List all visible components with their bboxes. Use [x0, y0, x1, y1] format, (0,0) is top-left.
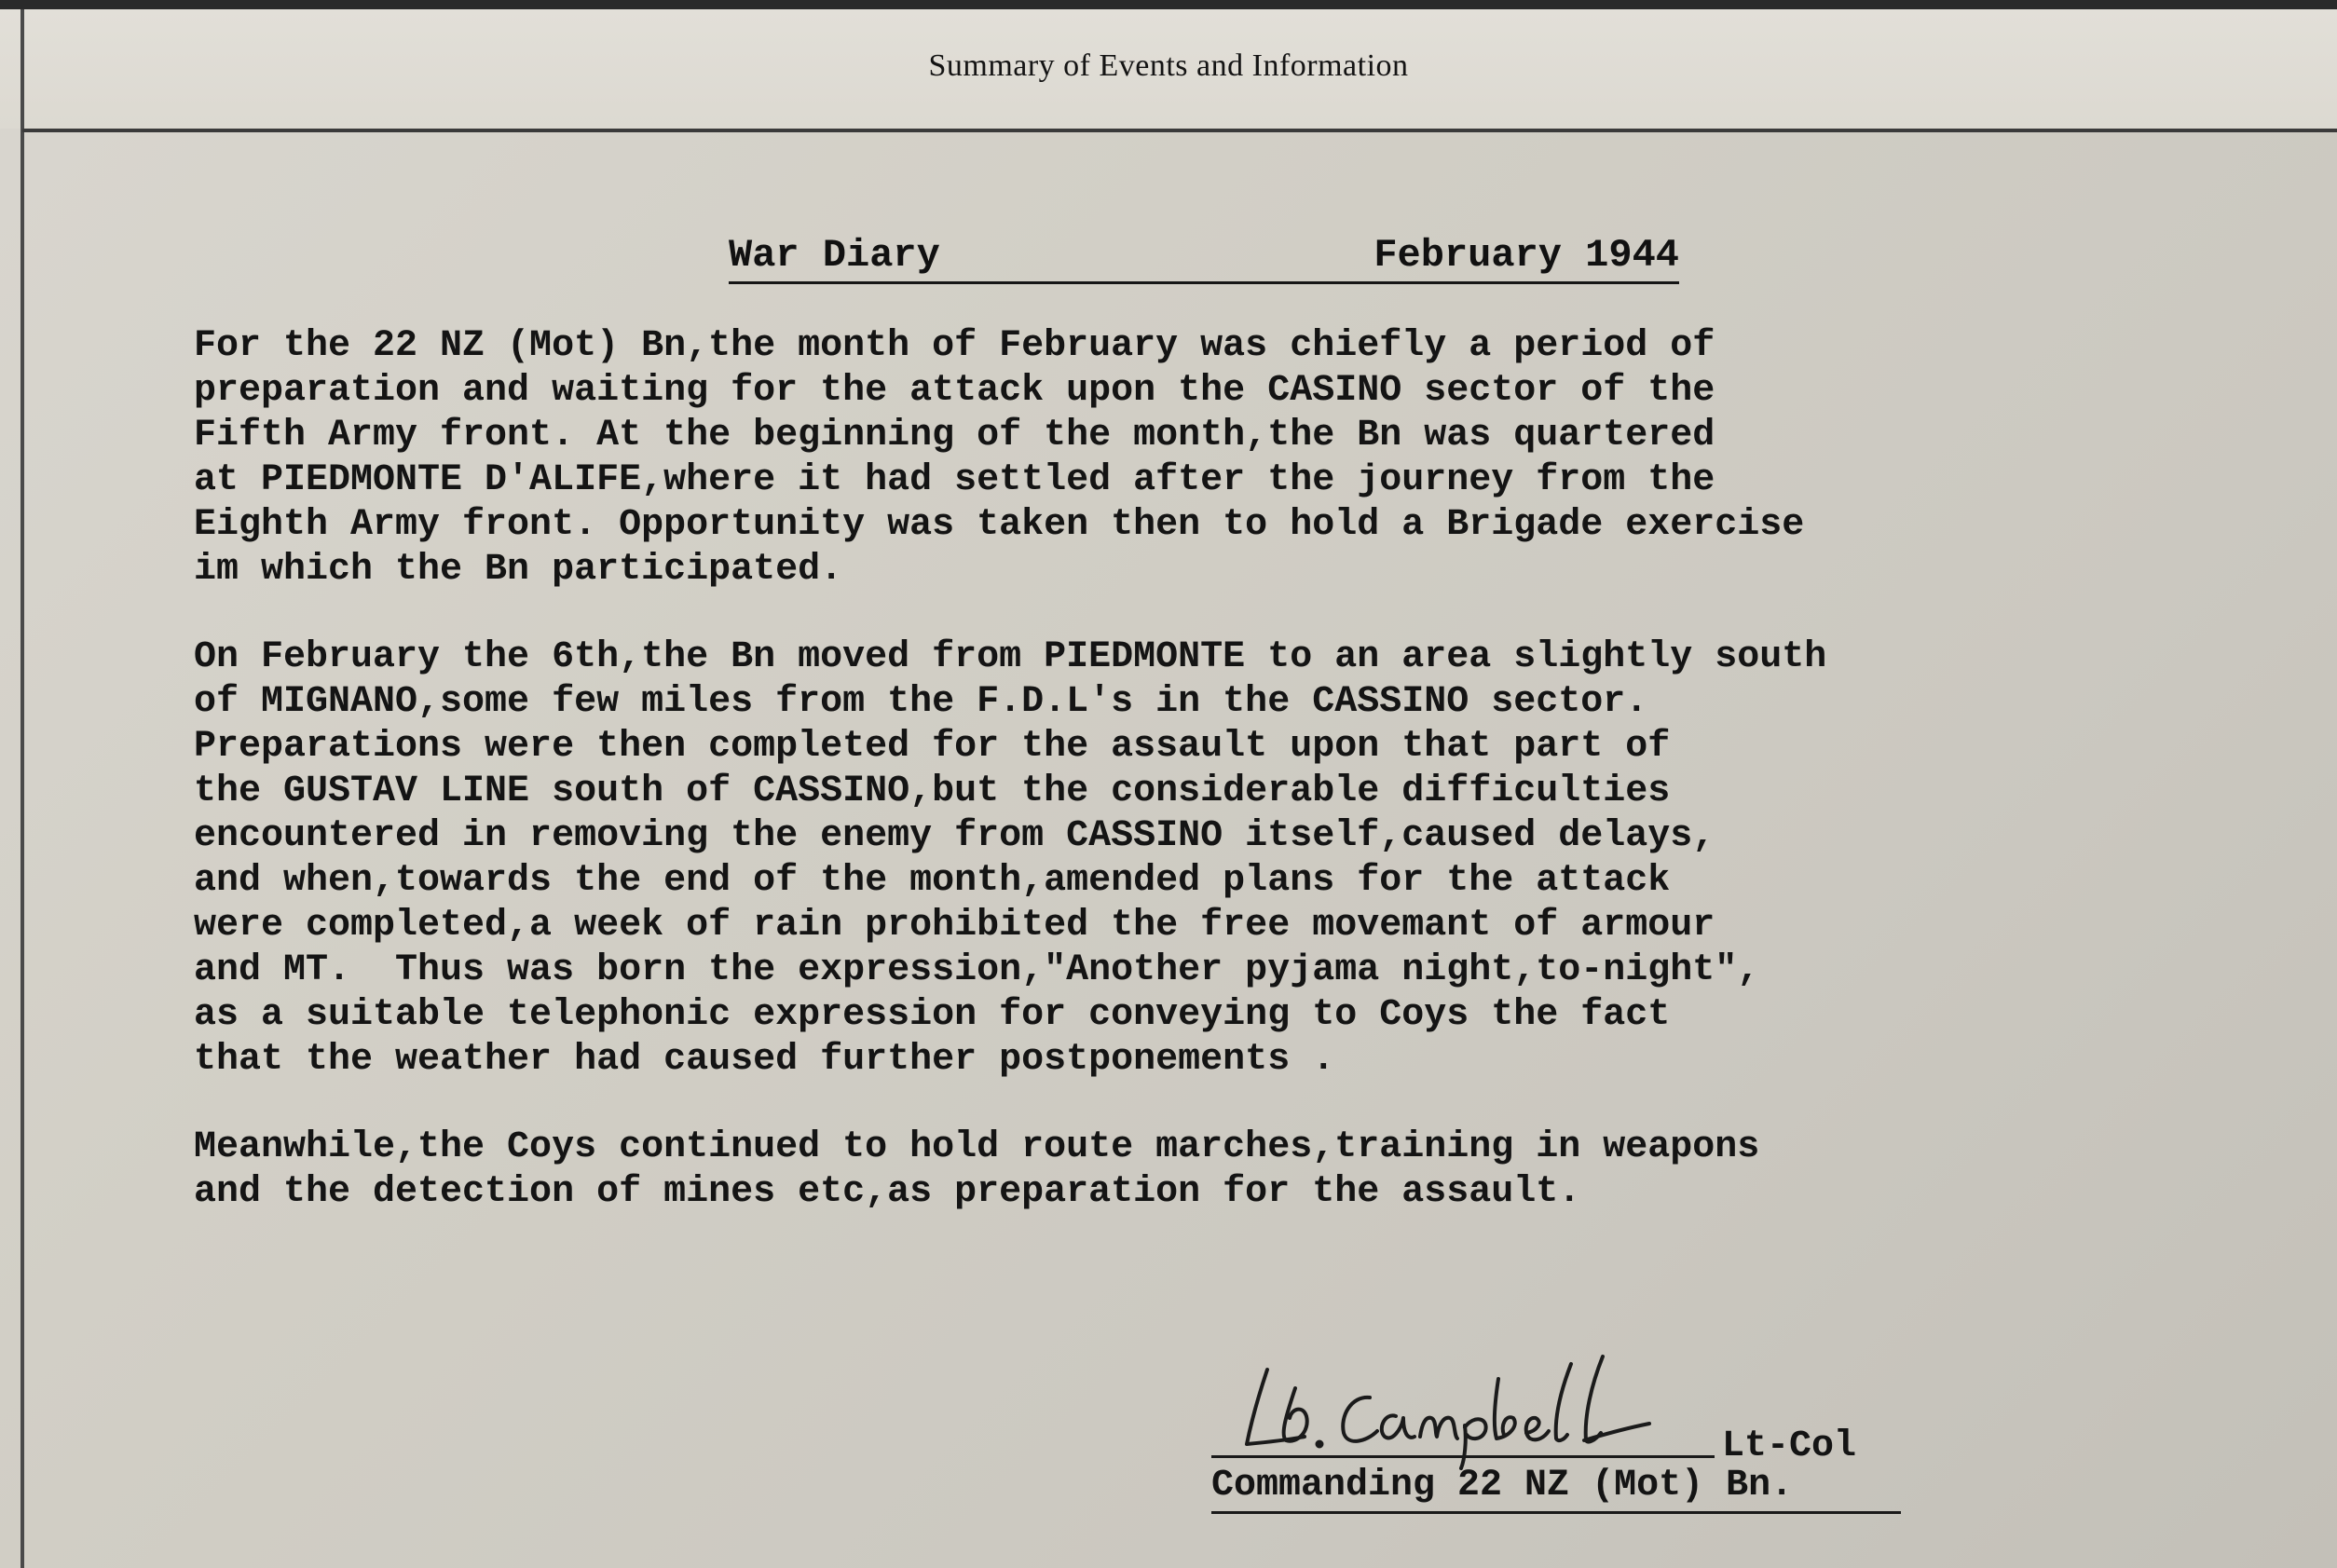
text-line: preparation and waiting for the attack upon the CASINO sector of the: [194, 370, 1715, 412]
diary-heading-date: February 1944: [1374, 233, 1679, 278]
text-line: and when,towards the end of the month,amended plans for the attack: [194, 860, 1671, 902]
diary-heading-title: War Diary: [729, 233, 940, 278]
header-divider: [22, 129, 2337, 132]
text-line: On February the 6th,the Bn moved from PIEDMONTE to an area slightly south: [194, 636, 1827, 678]
command-title: Commanding 22 NZ (Mot) Bn.: [1211, 1465, 1794, 1507]
paragraph-3: [194, 1125, 2272, 1215]
text-line: Eighth Army front. Opportunity was taken then to hold a Brigade exercise: [194, 504, 1805, 546]
text-line: and the detection of mines etc,as preparation for the assault.: [194, 1171, 1581, 1213]
text-line: im which the Bn participated.: [194, 549, 843, 591]
text-line: encountered in removing the enemy from CASSINO itself,caused delays,: [194, 815, 1715, 857]
handwritten-signature: [1230, 1351, 1659, 1472]
text-line: For the 22 NZ (Mot) Bn,the month of February was chiefly a period of: [194, 325, 1715, 367]
left-margin-rule: [20, 9, 24, 1568]
text-line: the GUSTAV LINE south of CASSINO,but the considerable difficulties: [194, 770, 1671, 812]
text-line: and MT. Thus was born the expression,"Another pyjama night,to-night",: [194, 949, 1760, 991]
paragraph-2: [194, 635, 2272, 1083]
text-line: at PIEDMONTE D'ALIFE,where it had settled after the journey from the: [194, 459, 1715, 501]
text-line: Fifth Army front. At the beginning of the month,the Bn was quartered: [194, 415, 1715, 457]
text-line: Meanwhile,the Coys continued to hold route marches,training in weapons: [194, 1126, 1760, 1168]
paragraph-1: [194, 324, 2272, 593]
text-line: Preparations were then completed for the assault upon that part of: [194, 726, 1671, 768]
diary-heading: [729, 233, 1679, 289]
officer-rank: Lt-Col: [1722, 1425, 1857, 1467]
text-line: were completed,a week of rain prohibited the free movemant of armour: [194, 905, 1715, 947]
diary-body: [194, 324, 2272, 1258]
signature-block: [1211, 1351, 2031, 1528]
text-line: of MIGNANO,some few miles from the F.D.L's in the CASSINO sector.: [194, 681, 1648, 723]
text-line: as a suitable telephonic expression for conveying to Coys the fact: [194, 994, 1671, 1036]
page-title: Summary of Events and Information: [928, 48, 1409, 83]
top-border: [0, 0, 2337, 9]
heading-underline: [729, 281, 1679, 284]
text-line: that the weather had caused further postponements .: [194, 1039, 1335, 1081]
signature-line: [1211, 1455, 1715, 1458]
command-underline: [1211, 1511, 1901, 1514]
